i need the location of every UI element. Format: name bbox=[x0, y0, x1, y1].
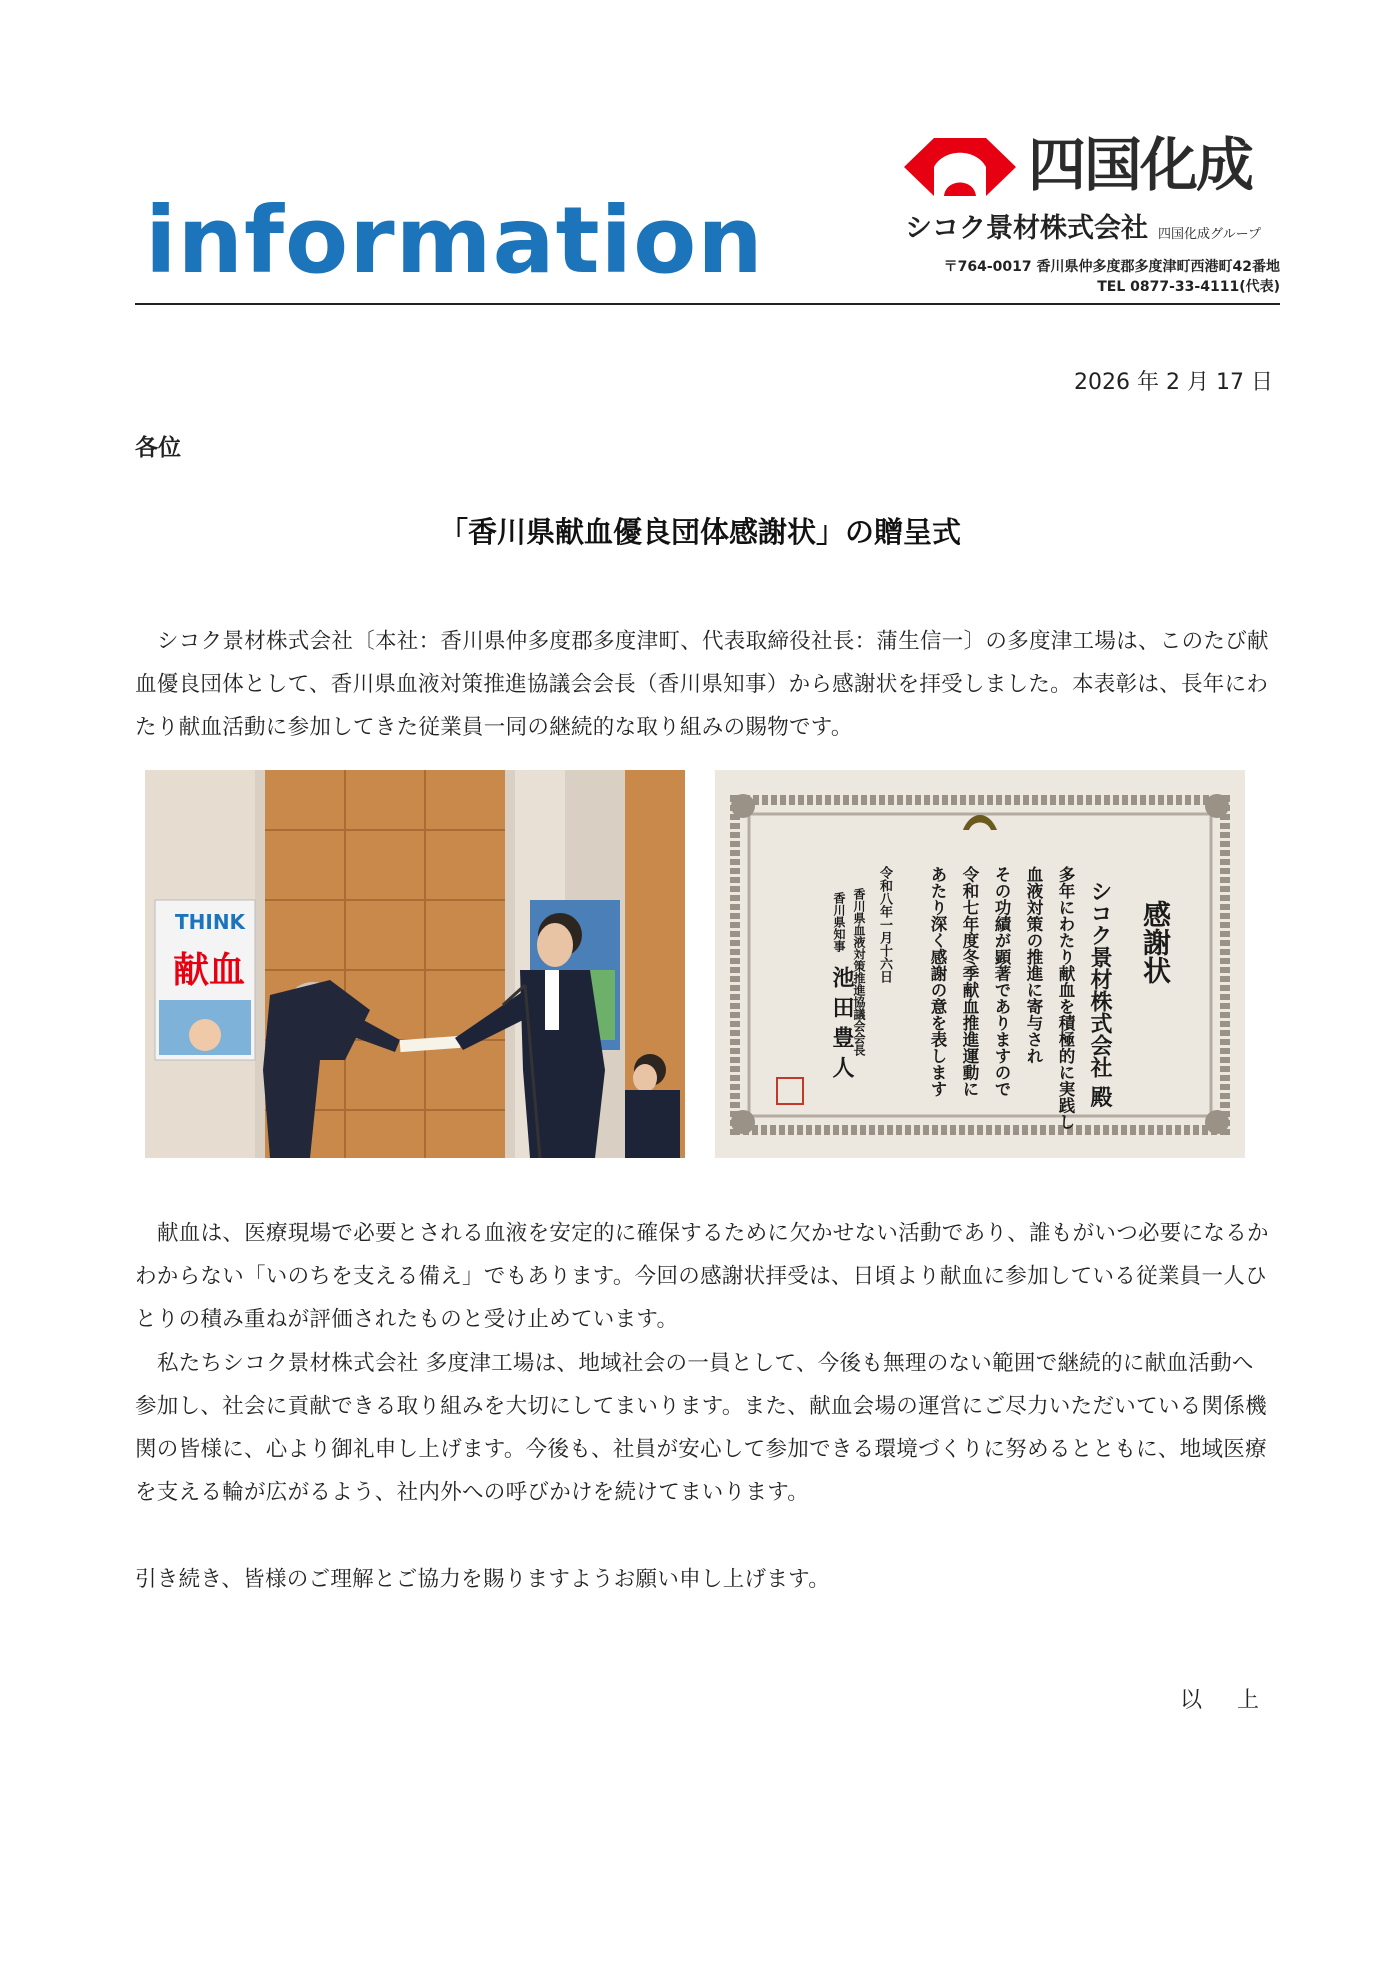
ceremony-photo bbox=[145, 770, 685, 1158]
certificate-line-5: あたり深く感謝の意を表します bbox=[928, 866, 947, 1097]
information-heading: information bbox=[145, 187, 764, 294]
poster-kenketsu-text: 献血 bbox=[173, 950, 246, 991]
document-title: 「香川県献血優良団体感謝状」の贈呈式 bbox=[438, 515, 961, 549]
certificate-line-1: 多年にわたり献血を積極的に実践し bbox=[1056, 866, 1075, 1130]
group-label: 四国化成グループ bbox=[1158, 227, 1261, 242]
certificate-title: 感謝状 bbox=[1139, 900, 1172, 984]
paragraph-importance: 献血は、医療現場で必要とされる血液を安定的に確保するために欠かせない活動であり、誰もがいつ必要になるかわからない「いのちを支える備え」でもあります。今回の感謝状拝受は、日頃より献血に参加している従業員一人ひとりの積み重ねが評価されたものと受け止めています。 bbox=[135, 1221, 1269, 1332]
certificate-line-3: その功績が顕著でありますので bbox=[992, 866, 1011, 1097]
company-tel: TEL 0877-33-4111(代表) bbox=[1097, 279, 1280, 295]
company-name: シコク景材株式会社 bbox=[905, 213, 1148, 244]
shikoku-kasei-logo bbox=[900, 130, 1280, 210]
certificate-signer: 池田豊人 bbox=[829, 966, 855, 1086]
certificate-date: 令和八年一月十六日 bbox=[877, 866, 892, 983]
certificate-issuer-title: 香川県知事 bbox=[832, 892, 846, 952]
certificate-photo bbox=[715, 770, 1245, 1158]
document-date: 2026 年 2 月 17 日 bbox=[1074, 370, 1273, 395]
certificate-issuer: 香川県血液対策推進協議会会長 bbox=[852, 888, 866, 1056]
company-address: 〒764-0017 香川県仲多度郡多度津町西港町42番地 bbox=[943, 259, 1280, 275]
certificate-line-2: 血液対策の推進に寄与され bbox=[1024, 866, 1043, 1064]
certificate-recipient: シコク景材株式会社 殿 bbox=[1087, 880, 1113, 1108]
certificate-line-4: 令和七年度冬季献血推進運動に bbox=[960, 866, 979, 1097]
header-divider bbox=[135, 303, 1280, 305]
closing-mark: 以 上 bbox=[1180, 1688, 1273, 1713]
logo-text: 四国化成 bbox=[1028, 131, 1253, 199]
paragraph-closing-request: 引き続き、皆様のご理解とご協力を賜りますようお願い申し上げます。 bbox=[135, 1567, 831, 1592]
greeting: 各位 bbox=[135, 435, 181, 461]
logo-mark-icon bbox=[904, 136, 1016, 198]
paragraph-commitment: 私たちシコク景材株式会社 多度津工場は、地域社会の一員として、今後も無理のない範囲で継続的に献血活動へ参加し、社会に貢献できる取り組みを大切にしてまいります。また、献血会場の運営にご尽力いただいている関係機関の皆様に、心より御礼申し上げます。今後も、社員が安心して参加できる環境づくりに努めるとともに、地域医療を支える輪が広がるよう、社内外への呼びかけを続けてまいります。 bbox=[135, 1351, 1267, 1505]
poster-think-text: THINK bbox=[175, 910, 246, 934]
paragraph-intro: シコク景材株式会社〔本社：香川県仲多度郡多度津町、代表取締役社長：蒲生信一〕の多度津工場は、このたび献血優良団体として、香川県血液対策推進協議会会長（香川県知事）から感謝状を拝受しました。本表彰は、長年にわたり献血活動に参加してきた従業員一同の継続的な取り組みの賜物です。 bbox=[135, 629, 1269, 740]
